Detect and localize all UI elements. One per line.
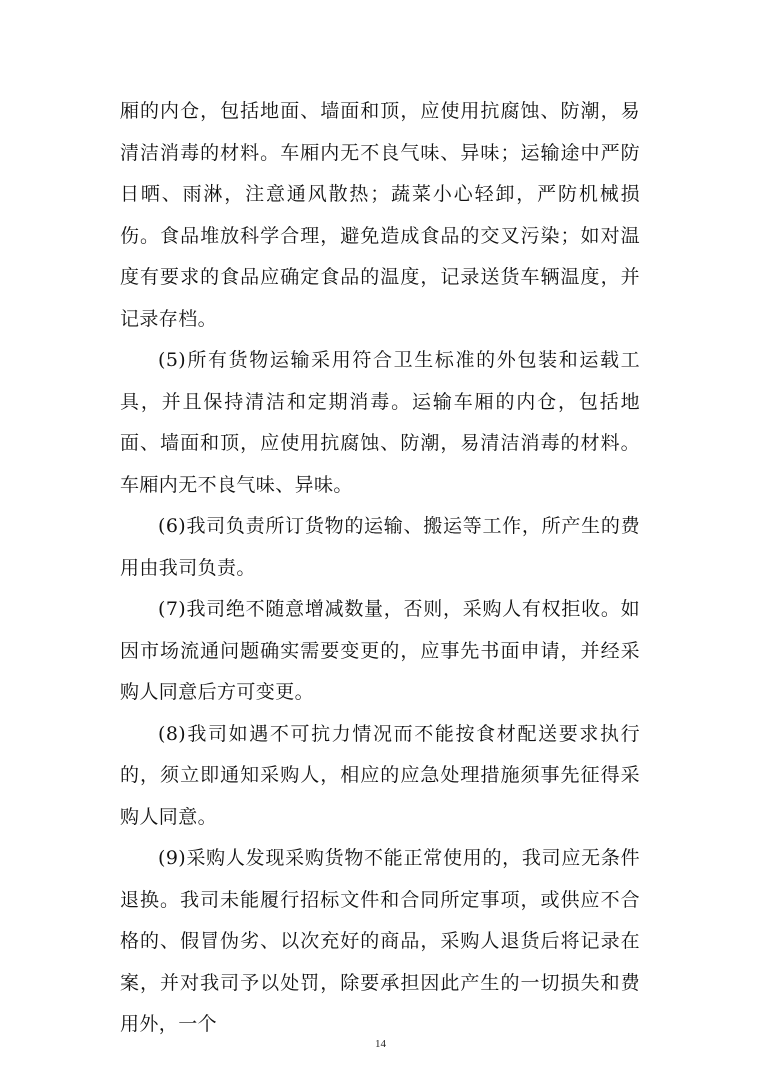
body-text: [120, 91, 640, 1046]
paragraph-item-6: (6)我司负责所订货物的运输、搬运等工作，所产生的费用由我司负责。: [120, 515, 640, 579]
paragraph-item-9: (9)采购人发现采购货物不能正常使用的，我司应无条件退换。我司未能履行招标文件和合同所定事项，或供应不合格的、假冒伪劣、以次充好的商品，采购人退货后将记录在案，并对我司予以处罚，除要承担因此产生的一切损失和费用外，一个: [120, 847, 640, 1035]
paragraph-item-7: (7)我司绝不随意增减数量，否则，采购人有权拒收。如因市场流通问题确实需要变更的，应事先书面申请，并经采购人同意后方可变更。: [120, 598, 640, 703]
page-number: 14: [375, 1038, 386, 1050]
paragraph-continued: 厢的内仓，包括地面、墙面和顶，应使用抗腐蚀、防潮，易清洁消毒的材料。车厢内无不良气味、异味；运输途中严防日晒、雨淋，注意通风散热；蔬菜小心轻卸，严防机械损伤。食品堆放科学合理，避免造成食品的交叉污染；如对温度有要求的食品应确定食品的温度，记录送货车辆温度，并记录存档。: [120, 100, 640, 330]
paragraph-item-8: (8)我司如遇不可抗力情况而不能按食材配送要求执行的，须立即通知采购人，相应的应急处理措施须事先征得采购人同意。: [120, 722, 640, 828]
paragraph-item-5: (5)所有货物运输采用符合卫生标准的外包装和运载工具，并且保持清洁和定期消毒。运输车厢的内仓，包括地面、墙面和顶，应使用抗腐蚀、防潮，易清洁消毒的材料。车厢内无不良气味、异味。: [120, 349, 640, 496]
